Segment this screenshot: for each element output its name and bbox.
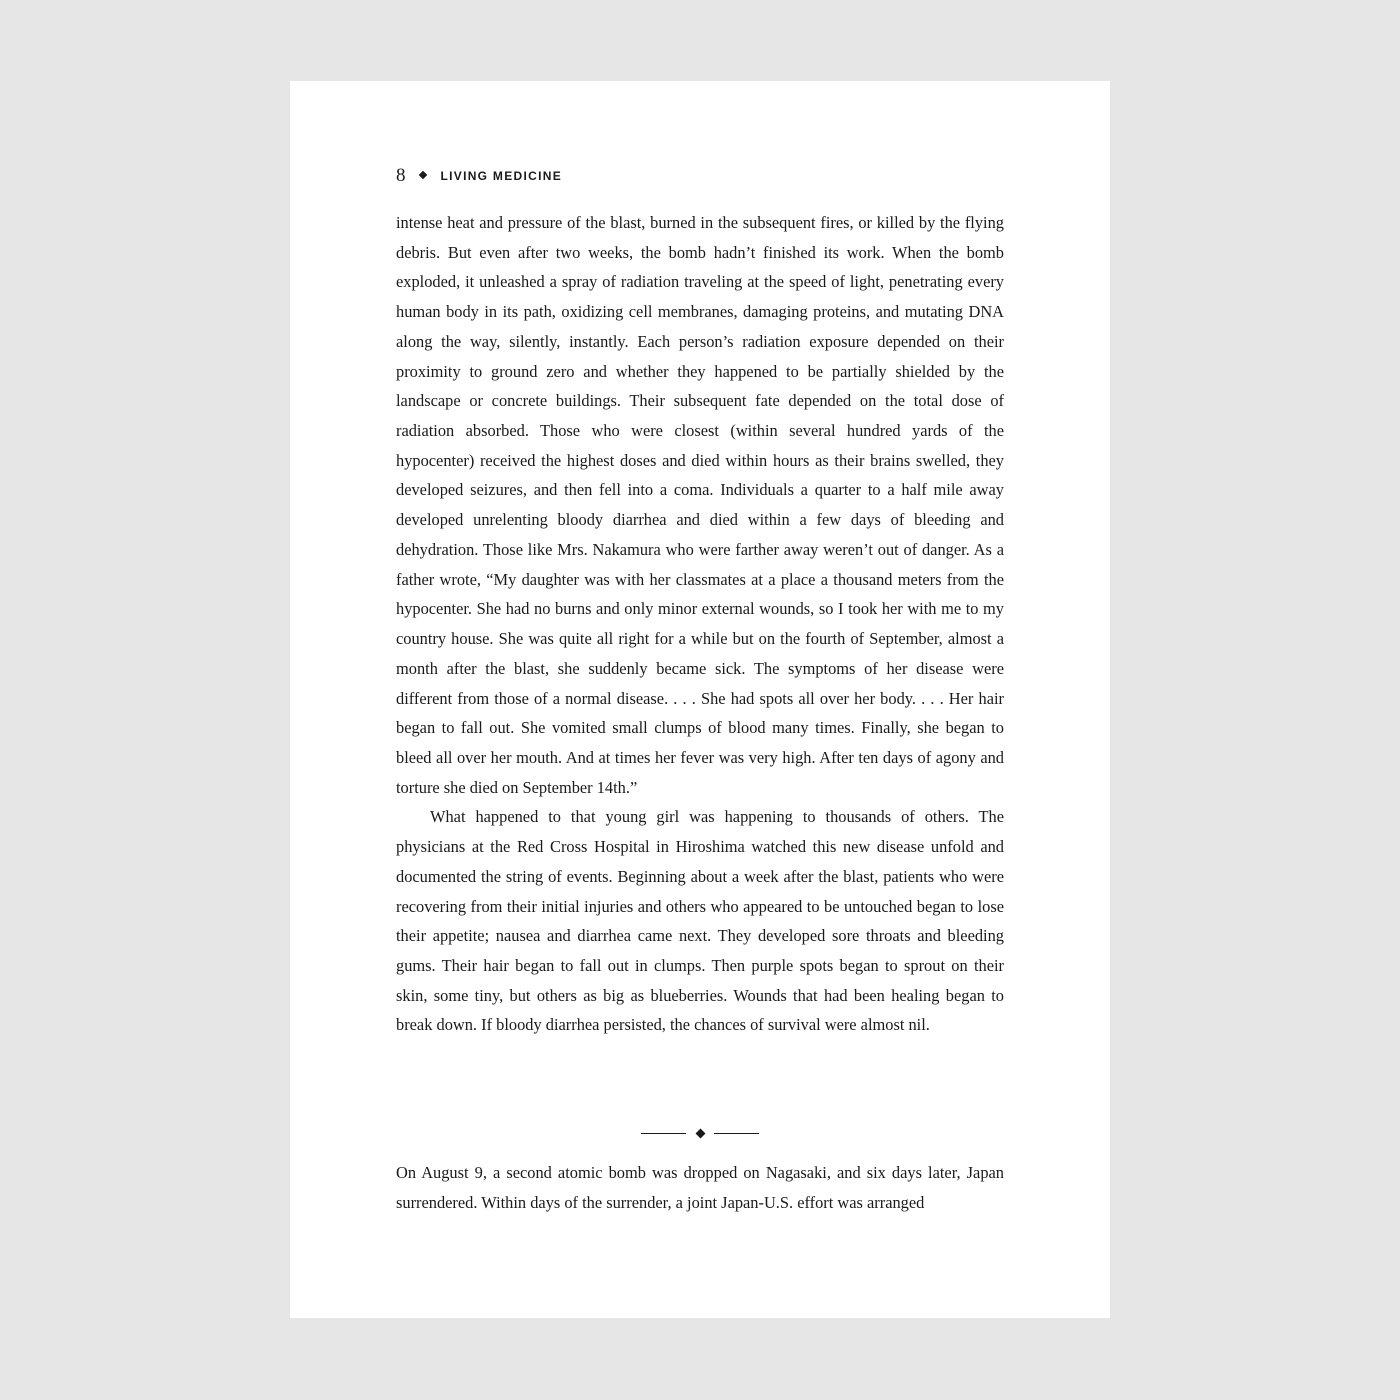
body-text [396,1158,1004,1217]
section-break-rule [641,1133,686,1134]
diamond-ornament-icon [418,171,426,179]
section-break [641,1127,759,1139]
paragraph: What happened to that young girl was happening to thousands of others. The physicians at the Red Cross Hospital in Hiroshima watched this new disease unfold and documented the string of events. Beginning about a week after the blast, patients who were recovering from their initial injuries and others who appeared to be untouched began to lose their appetite; nausea and diarrhea came next. They developed sore throats and bleeding gums. Their hair began to fall out in clumps. Then purple spots began to sprout on their skin, some tiny, but others as big as blueberries. Wounds that had been healing began to break down. If bloody diarrhea persisted, the chances of survival were almost nil. [396,807,1004,1035]
paragraph: On August 9, a second atomic bomb was dropped on Nagasaki, and six days later, Japan surrendered. Within days of the surrender, a joint Japan-U.S. effort was arranged [396,1163,1004,1212]
body-text [396,208,1004,1040]
page-number: 8 [396,165,406,186]
running-title: LIVING MEDICINE [440,169,563,183]
book-page [290,81,1110,1318]
diamond-ornament-icon [695,1128,705,1138]
section-break-rule [714,1133,759,1134]
running-head [396,164,562,188]
paragraph: intense heat and pressure of the blast, burned in the subsequent fires, or killed by the flying debris. But even after two weeks, the bomb hadn’t finished its work. When the bomb exploded, it unleashed a spray of radiation traveling at the speed of light, penetrating every human body in its path, oxidizing cell membranes, damaging proteins, and mutating DNA along the way, silently, instantly. Each person’s radiation exposure depended on their proximity to ground zero and whether they happened to be partially shielded by the landscape or concrete buildings. Their subsequent fate depended on the total dose of radiation absorbed. Those who were closest (within several hundred yards of the hypocenter) received the highest doses and died within hours as their brains swelled, they developed seizures, and then fell into a coma. Individuals a quarter to a half mile away developed unrelenting bloody diarrhea and died within a few days of bleeding and dehydration. Those like Mrs. Nakamura who were farther away weren’t out of danger. As a father wrote, “My daughter was with her classmates at a place a thousand meters from the hypocenter. She had no burns and only minor external wounds, so I took her with me to my country house. She was quite all right for a while but on the fourth of September, almost a month after the blast, she suddenly became sick. The symptoms of her disease were different from those of a normal disease. . . . She had spots all over her body. . . . Her hair began to fall out. She vomited small clumps of blood many times. Finally, she began to bleed all over her mouth. And at times her fever was very high. After ten days of agony and torture she died on September 14th.” [396,213,1004,797]
